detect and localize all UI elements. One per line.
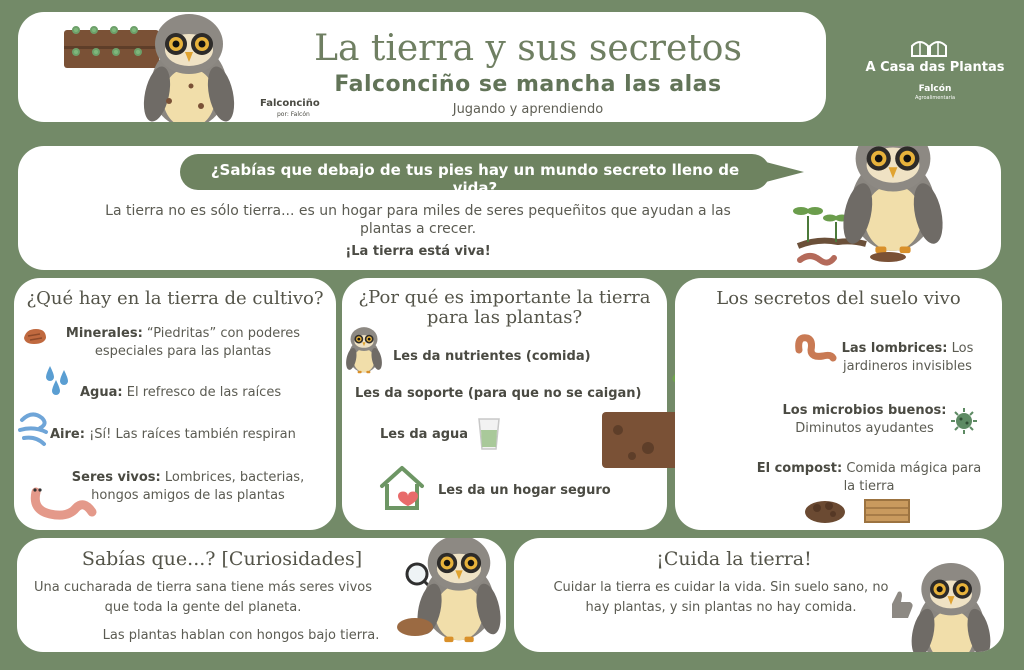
intro-text: La tierra no es sólo tierra... es un hogar para miles de seres pequeñitos que ayudan a las plantas a crecer. <box>105 203 731 237</box>
tagline: Jugando y aprendiendo <box>452 102 604 117</box>
col1-item-water: Agua: El refresco de las raíces <box>80 385 282 400</box>
page-title: La tierra y sus secretos <box>314 28 742 69</box>
intro-card <box>18 146 1001 270</box>
cuida-title: ¡Cuida la tierra! <box>656 548 812 570</box>
col2-item-support: Les da soporte (para que no se caigan) <box>355 386 642 401</box>
rock-icon <box>22 326 48 346</box>
owl-mascot-icon <box>126 12 252 122</box>
compost-icon <box>803 494 915 526</box>
mud-icon <box>868 250 908 264</box>
brand-name: Falconciño <box>260 98 320 109</box>
col2-item-water: Les da agua <box>380 427 469 442</box>
brand-credit: por: Falcón <box>277 111 310 118</box>
page-subtitle: Falconciño se mancha las alas <box>334 72 722 97</box>
header-card <box>18 12 826 122</box>
water-drops-icon <box>42 364 74 398</box>
owl-gardener-icon <box>838 146 948 256</box>
speech-bubble-tail <box>758 160 804 184</box>
owl-thumbs-up-icon <box>906 556 996 652</box>
col3-item-worms: Las lombrices: Los jardineros invisibles <box>841 341 974 374</box>
col1-item-living: Seres vivos: Lombrices, bacterias, hongos amigos de las plantas <box>71 470 305 503</box>
logo-name: A Casa das Plantas <box>865 60 1005 75</box>
cuida-text: Cuidar la tierra es cuidar la vida. Sin suelo sano, no hay plantas, y sin plantas no hay comida. <box>553 580 889 615</box>
intro-emphasis: ¡La tierra está viva! <box>345 244 491 259</box>
curiosities-card <box>17 538 506 652</box>
soil-content-card <box>14 278 336 530</box>
col3-title: Los secretos del suelo vivo <box>716 288 961 309</box>
wind-icon <box>18 408 52 448</box>
curio-fact-1: Una cucharada de tierra sana tiene más seres vivos que toda la gente del planeta. <box>33 580 373 615</box>
curio-fact-2: Las plantas hablan con hongos bajo tierra. <box>102 628 380 643</box>
care-card <box>514 538 1004 652</box>
greenhouse-logo-icon <box>910 38 950 58</box>
logo-sub2: Agroalimentaria <box>914 95 956 101</box>
col1-title: ¿Qué hay en la tierra de cultivo? <box>26 288 324 309</box>
col1-item-air: Aire: ¡Sí! Las raíces también respiran <box>50 427 296 442</box>
col3-item-microbes: Los microbios buenos: Diminutos ayudantes <box>782 403 947 436</box>
col2-item-nutrients: Les da nutrientes (comida) <box>393 349 591 364</box>
earthworm-icon <box>793 332 837 362</box>
microbe-icon <box>949 406 979 436</box>
intro-question: ¿Sabías que debajo de tus pies hay un mundo secreto lleno de vida? <box>210 161 740 197</box>
living-soil-card <box>675 278 1002 530</box>
col2-title: ¿Por qué es importante la tierra para las plantas? <box>358 287 651 328</box>
col3-item-compost: El compost: Comida mágica para la tierra <box>756 461 982 494</box>
glass-of-water-icon <box>476 416 502 452</box>
logo-sub: Falcón <box>918 84 952 94</box>
clod-icon <box>395 616 435 638</box>
col2-item-home: Les da un hogar seguro <box>438 483 611 498</box>
curio-title: Sabías que...? [Curiosidades] <box>81 548 363 570</box>
owl-eating-icon <box>342 324 386 374</box>
house-heart-icon <box>378 464 428 512</box>
col1-item-minerals: Minerales: “Piedritas” con poderes especiales para las plantas <box>65 326 301 359</box>
